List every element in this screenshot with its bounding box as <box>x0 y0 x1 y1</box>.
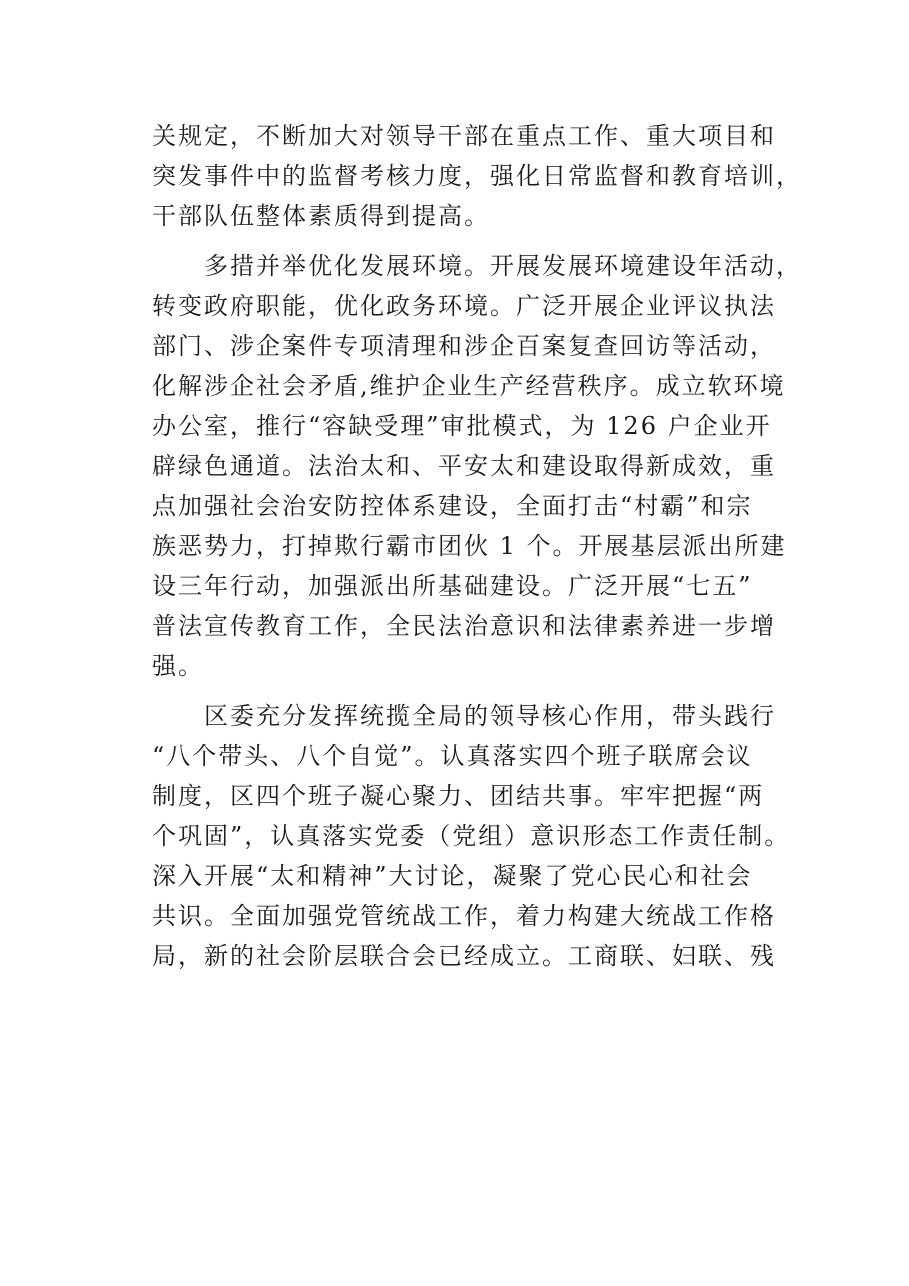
text-line: 转变政府职能，优化政务环境。广泛开展企业评议执法 <box>152 292 776 320</box>
text-line: 点加强社会治安防控体系建设，全面打击“村霸”和宗 <box>152 492 753 520</box>
text-line: 突发事件中的监督考核力度，强化日常监督和教育培训， <box>152 162 802 190</box>
document-body <box>152 120 802 980</box>
paragraph-3 <box>152 700 791 972</box>
text-line: 族恶势力，打掉欺行霸市团伙 1 个。开展基层派出所建 <box>152 532 787 560</box>
paragraph-1 <box>152 120 802 232</box>
text-line: 区委充分发挥统揽全局的领导核心作用，带头践行 <box>152 702 776 730</box>
text-line: 共识。全面加强党管统战工作，着力构建大统战工作格 <box>152 902 776 930</box>
text-line: 设三年行动，加强派出所基础建设。广泛开展“七五” <box>152 572 753 600</box>
text-line: 多措并举优化发展环境。开展发展环境建设年活动， <box>152 252 802 280</box>
text-line: 制度，区四个班子凝心聚力、团结共事。牢牢把握“两 <box>152 782 765 810</box>
text-line: 办公室，推行“容缺受理”审批模式，为 126 户企业开 <box>152 412 772 440</box>
text-line: 普法宣传教育工作，全民法治意识和法律素养进一步增 <box>152 612 776 640</box>
text-line: 化解涉企社会矛盾,维护企业生产经营秩序。成立软环境 <box>152 372 786 400</box>
text-line: 辟绿色通道。法治太和、平安太和建设取得新成效，重 <box>152 452 776 480</box>
paragraph-2 <box>152 250 802 682</box>
text-line: 关规定，不断加大对领导干部在重点工作、重大项目和 <box>152 122 776 150</box>
text-line: “八个带头、八个自觉”。认真落实四个班子联席会议 <box>152 742 753 770</box>
text-line: 强。 <box>152 652 204 680</box>
text-line: 个巩固”，认真落实党委（党组）意识形态工作责任制。 <box>152 822 791 850</box>
text-line: 部门、涉企案件专项清理和涉企百案复查回访等活动， <box>152 332 776 360</box>
text-line: 干部队伍整体素质得到提高。 <box>152 202 490 230</box>
text-line: 深入开展“太和精神”大讨论，凝聚了党心民心和社会 <box>152 862 753 890</box>
text-line: 局，新的社会阶层联合会已经成立。工商联、妇联、残 <box>152 942 776 970</box>
